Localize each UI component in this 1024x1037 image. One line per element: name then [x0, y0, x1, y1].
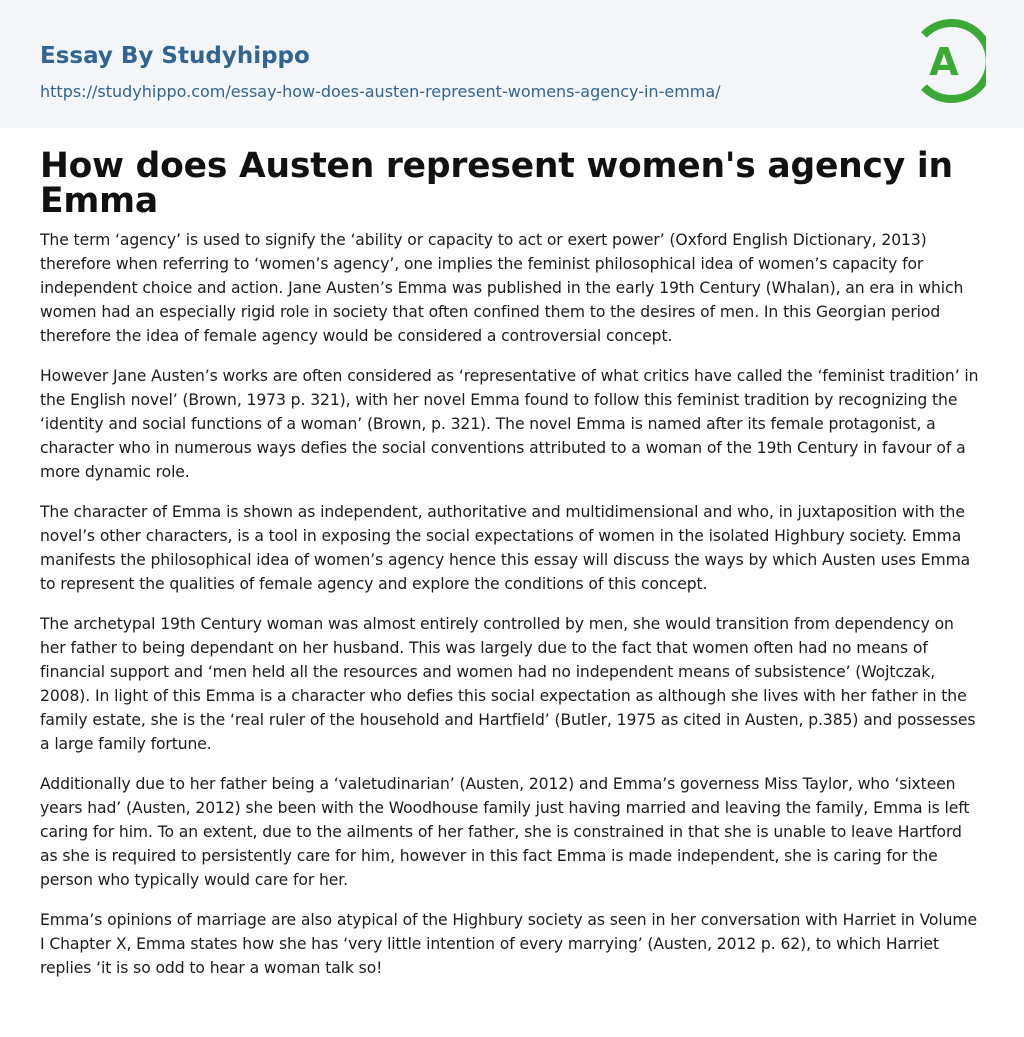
site-header	[0, 0, 1024, 128]
article-content	[0, 146, 1024, 980]
article-paragraph: However Jane Austen’s works are often considered as ‘representative of what critics have called the ‘feminist tradition’ in the English novel’ (Brown, 1973 p. 321), with her novel Emma found to follow this feminist tradition by recognizing the ‘identity and social functions of a woman’ (Brown, p. 321). The novel Emma is named after its female protagonist, a character who in numerous ways defies the social conventions attributed to a woman of the 19th Century in favour of a more dynamic role.	[40, 367, 979, 481]
article-paragraph: Emma’s opinions of marriage are also atypical of the Highbury society as seen in her conversation with Harriet in Volume I Chapter X, Emma states how she has ‘very little intention of every marrying’ (Austen, 2012 p. 62), to which Harriet replies ‘it is so odd to hear a woman talk so!	[40, 911, 977, 977]
site-brand[interactable]: Essay By Studyhippo	[40, 43, 310, 69]
article-title: How does Austen represent women's agency in Emma	[40, 146, 953, 221]
essay-url-link[interactable]: https://studyhippo.com/essay-how-does-austen-represent-womens-agency-in-emma/	[40, 82, 721, 101]
article-paragraph: Additionally due to her father being a ‘valetudinarian’ (Austen, 2012) and Emma’s governess Miss Taylor, who ‘sixteen years had’ (Austen, 2012) she been with the Woodhouse family just having married and leaving the family, Emma is left caring for him. To an extent, due to the ailments of her father, she is constrained in that she is unable to leave Hartford as she is required to persistently care for him, however in this fact Emma is made independent, she is caring for the person who typically would care for her.	[40, 775, 970, 889]
article-paragraph: The archetypal 19th Century woman was almost entirely controlled by men, she would transition from dependency on her father to being dependant on her husband. This was largely due to the fact that women often had no means of financial support and ‘men held all the resources and women had no independent means of subsistence’ (Wojtczak, 2008). In light of this Emma is a character who defies this social expectation as although she lives with her father in the family estate, she is the ‘real ruler of the household and Hartfield’ (Butler, 1975 as cited in Austen, p.385) and possesses a large family fortune.	[40, 615, 976, 753]
logo-letter: A	[929, 40, 959, 84]
logo-icon[interactable]	[914, 18, 986, 104]
article-paragraph: The term ‘agency’ is used to signify the ‘ability or capacity to act or exert power’ (Oxford English Dictionary, 2013) therefore when referring to ‘women’s agency’, one implies the feminist philosophical idea of women’s capacity for independent choice and action. Jane Austen’s Emma was published in the early 19th Century (Whalan), an era in which women had an especially rigid role in society that often confined them to the desires of men. In this Georgian period therefore the idea of female agency would be considered a controversial concept.	[40, 231, 964, 345]
article-paragraph: The character of Emma is shown as independent, authoritative and multidimensional and who, in juxtaposition with the novel’s other characters, is a tool in exposing the social expectations of women in the isolated Highbury society. Emma manifests the philosophical idea of women’s agency hence this essay will discuss the ways by which Austen uses Emma to represent the qualities of female agency and explore the conditions of this concept.	[40, 503, 971, 593]
